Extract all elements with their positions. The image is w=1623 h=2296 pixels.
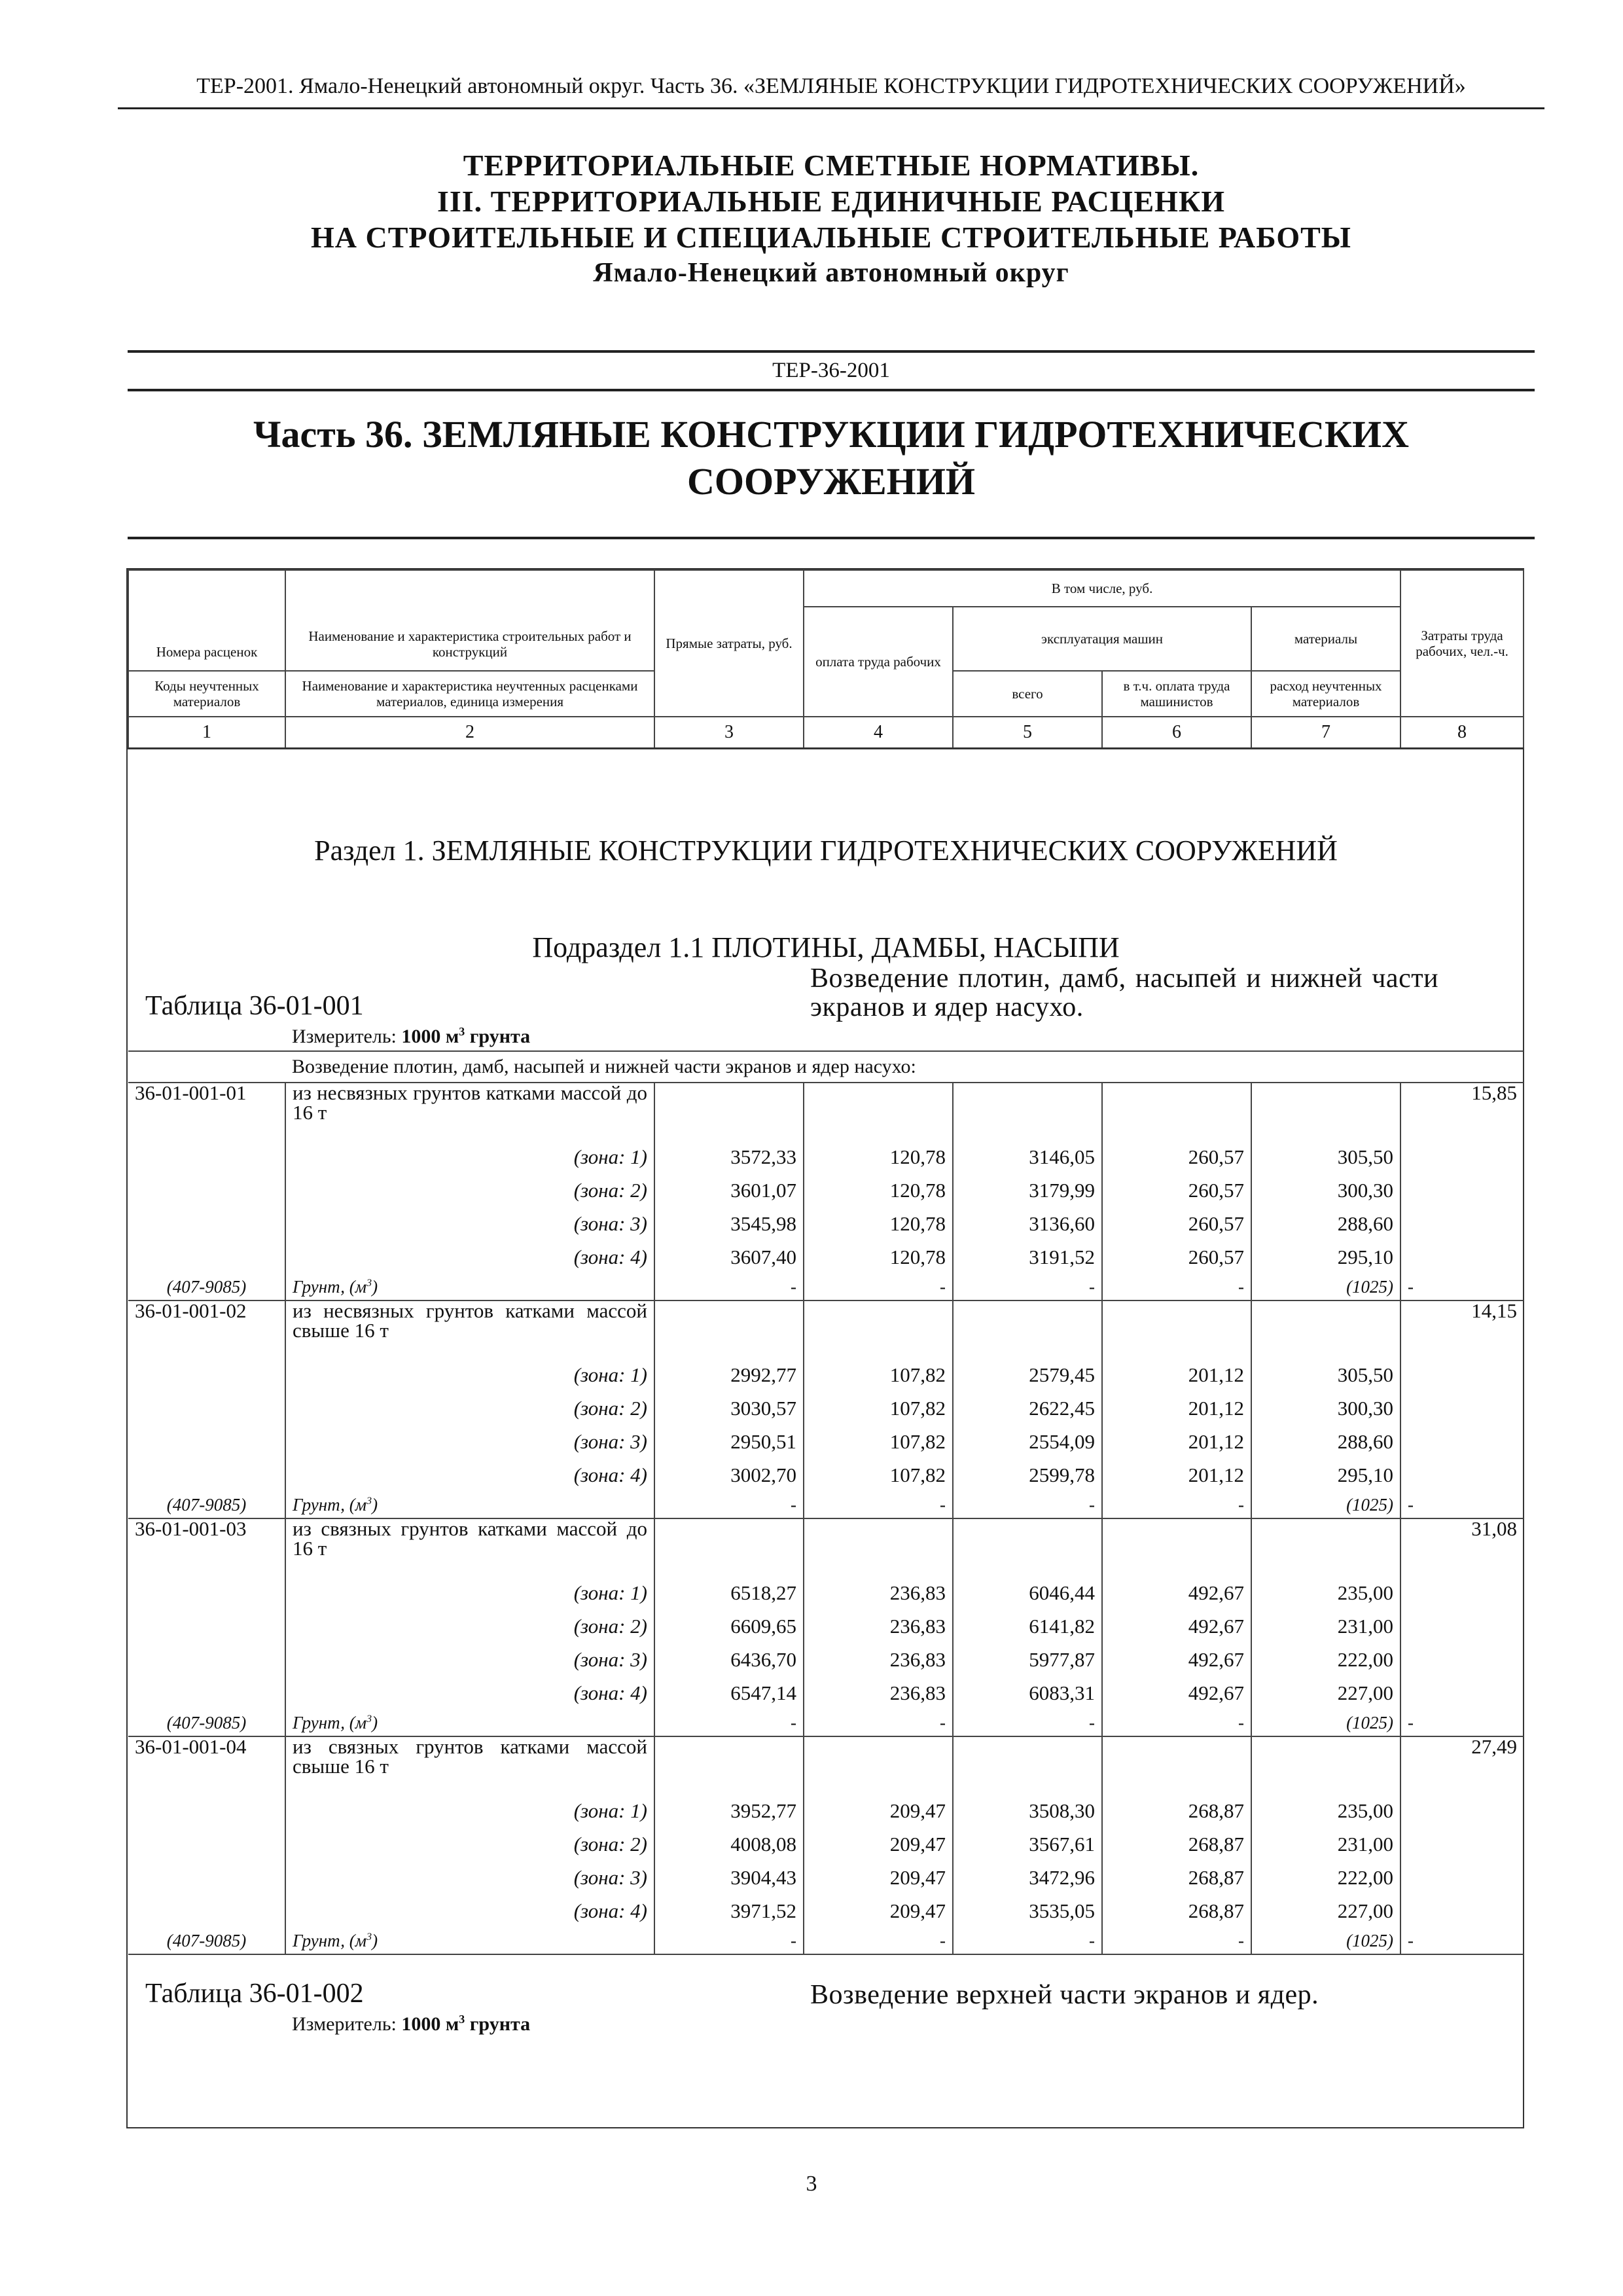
zone-label: (зона: 2) [573, 1614, 647, 1638]
material-name-sup: 3 [366, 1712, 372, 1725]
zone-value: 120,78 [804, 1174, 953, 1207]
zone-value: 3607,40 [654, 1240, 804, 1274]
zone-value: 268,87 [1102, 1894, 1251, 1928]
zone-value: 2950,51 [654, 1425, 804, 1458]
zone-label: (зона: 2) [573, 1832, 647, 1856]
rate-description: из несвязных грунтов катками массой свыше 16 т [293, 1299, 647, 1342]
zone-value: 6141,82 [953, 1609, 1102, 1643]
title-region: Ямало-Ненецкий автономный округ [593, 258, 1069, 288]
column-number: 2 [285, 717, 654, 749]
dash: - [953, 1928, 1102, 1954]
dash: - [654, 1274, 804, 1300]
zone-value: 201,12 [1102, 1358, 1251, 1391]
rate-code: 36-01-001-02 [128, 1300, 285, 1358]
material-name-sup: 3 [366, 1494, 372, 1507]
zone-value: 227,00 [1251, 1676, 1400, 1710]
material-name-tail: ) [372, 1930, 378, 1950]
zone-value: 120,78 [804, 1140, 953, 1174]
page-number: 3 [806, 2172, 817, 2196]
zone-value: 288,60 [1251, 1207, 1400, 1240]
table-2-title: Возведение верхней части экранов и ядер. [810, 1980, 1319, 2010]
header-machines-total: всего [953, 671, 1102, 717]
zone-value: 492,67 [1102, 1609, 1251, 1643]
labor-cost-value: 14,15 [1400, 1300, 1524, 1358]
zone-value: 492,67 [1102, 1643, 1251, 1676]
unit-label: Измеритель: [292, 2013, 397, 2035]
header-rate-numbers: Номера расценок [128, 570, 285, 671]
header-including: В том числе, руб. [804, 570, 1400, 607]
zone-value: 227,00 [1251, 1894, 1400, 1928]
zone-value: 236,83 [804, 1576, 953, 1609]
zone-value: 209,47 [804, 1794, 953, 1827]
dash: - [654, 1492, 804, 1518]
column-number: 3 [654, 717, 804, 749]
zone-value: 305,50 [1251, 1358, 1400, 1391]
subsection-heading: Подраздел 1.1 ПЛОТИНЫ, ДАМБЫ, НАСЫПИ [532, 931, 1120, 963]
column-number: 7 [1251, 717, 1400, 749]
part-title [128, 411, 1535, 505]
part-title-line-1: Часть 36. ЗЕМЛЯНЫЕ КОНСТРУКЦИИ ГИДРОТЕХНИЧЕСКИХ [253, 413, 1410, 456]
title-block [124, 147, 1538, 291]
title-line-1: ТЕРРИТОРИАЛЬНЫЕ СМЕТНЫЕ НОРМАТИВЫ. [463, 149, 1200, 182]
zone-label: (зона: 1) [573, 1581, 647, 1604]
rate-code: 36-01-001-01 [128, 1083, 285, 1140]
material-name-tail: ) [372, 1276, 378, 1297]
zone-value: 3472,96 [953, 1861, 1102, 1894]
material-name-text: Грунт, (м [293, 1494, 367, 1515]
material-code: (407-9085) [128, 1274, 285, 1300]
header-material-codes: Коды неучтенных материалов [128, 671, 285, 717]
header-machine-operation: эксплуатация машин [953, 607, 1251, 671]
zone-value: 231,00 [1251, 1827, 1400, 1861]
zone-value: 3904,43 [654, 1861, 804, 1894]
material-name-tail: ) [372, 1712, 378, 1732]
dash: - [953, 1710, 1102, 1736]
zone-label: (зона: 2) [573, 1178, 647, 1202]
zone-value: 3030,57 [654, 1391, 804, 1425]
material-name-text: Грунт, (м [293, 1276, 367, 1297]
zone-value: 201,12 [1102, 1425, 1251, 1458]
zone-value: 6046,44 [953, 1576, 1102, 1609]
zone-value: 260,57 [1102, 1207, 1251, 1240]
document-code: ТЕР-36-2001 [128, 350, 1535, 391]
title-line-2: III. ТЕРРИТОРИАЛЬНЫЕ ЕДИНИЧНЫЕ РАСЦЕНКИ [437, 185, 1226, 218]
part-title-line-2: СООРУЖЕНИЙ [687, 460, 976, 503]
zone-value: 222,00 [1251, 1861, 1400, 1894]
zone-label: (зона: 3) [573, 1429, 647, 1453]
unit-sup: 3 [459, 1024, 465, 1038]
zone-value: 6547,14 [654, 1676, 804, 1710]
zone-value: 3971,52 [654, 1894, 804, 1928]
zone-value: 2579,45 [953, 1358, 1102, 1391]
material-name-sup: 3 [366, 1930, 372, 1943]
header-materials: материалы [1251, 607, 1400, 671]
zone-label: (зона: 1) [573, 1799, 647, 1822]
material-quantity: (1025) [1251, 1274, 1400, 1300]
material-name-tail: ) [372, 1494, 378, 1515]
section-heading: Раздел 1. ЗЕМЛЯНЫЕ КОНСТРУКЦИИ ГИДРОТЕХНИЧЕСКИХ СООРУЖЕНИЙ [314, 834, 1338, 867]
zone-value: 201,12 [1102, 1391, 1251, 1425]
table-1-title: Возведение плотин, дамб, насыпей и нижней части экранов и ядер насухо. [810, 963, 1439, 1022]
material-quantity: (1025) [1251, 1492, 1400, 1518]
dash: - [1102, 1710, 1251, 1736]
zone-value: 2622,45 [953, 1391, 1102, 1425]
header-material-consumption: расход неучтенных материалов [1251, 671, 1400, 717]
material-code: (407-9085) [128, 1928, 285, 1954]
material-quantity: (1025) [1251, 1928, 1400, 1954]
zone-value: 201,12 [1102, 1458, 1251, 1492]
header-work-name: Наименование и характеристика строительных работ и конструкций [285, 570, 654, 671]
zone-value: 3545,98 [654, 1207, 804, 1240]
zone-value: 2992,77 [654, 1358, 804, 1391]
dash: - [1102, 1928, 1251, 1954]
material-code: (407-9085) [128, 1710, 285, 1736]
unit-tail: грунта [469, 1025, 531, 1047]
zone-value: 305,50 [1251, 1140, 1400, 1174]
zone-value: 300,30 [1251, 1391, 1400, 1425]
zone-value: 3572,33 [654, 1140, 804, 1174]
dash: - [953, 1274, 1102, 1300]
zone-value: 260,57 [1102, 1240, 1251, 1274]
zone-label: (зона: 3) [573, 1865, 647, 1889]
zone-value: 6518,27 [654, 1576, 804, 1609]
rates-table-frame [126, 568, 1524, 2128]
zone-value: 6083,31 [953, 1676, 1102, 1710]
zone-value: 107,82 [804, 1425, 953, 1458]
zone-value: 295,10 [1251, 1458, 1400, 1492]
zone-value: 268,87 [1102, 1827, 1251, 1861]
dash: - [1102, 1492, 1251, 1518]
zone-value: 2554,09 [953, 1425, 1102, 1458]
column-number: 5 [953, 717, 1102, 749]
zone-value: 236,83 [804, 1676, 953, 1710]
column-number: 1 [128, 717, 285, 749]
unit-sup: 3 [459, 2012, 465, 2026]
zone-value: 288,60 [1251, 1425, 1400, 1458]
dash: - [1400, 1274, 1524, 1300]
zone-value: 236,83 [804, 1609, 953, 1643]
zone-value: 236,83 [804, 1643, 953, 1676]
rate-code: 36-01-001-03 [128, 1518, 285, 1576]
unit-value: 1000 м [401, 2013, 459, 2035]
header-direct-costs: Прямые затраты, руб. [654, 570, 804, 717]
column-number: 8 [1400, 717, 1524, 749]
zone-label: (зона: 4) [573, 1463, 647, 1486]
dash: - [953, 1492, 1102, 1518]
zone-value: 260,57 [1102, 1140, 1251, 1174]
zone-value: 4008,08 [654, 1827, 804, 1861]
zone-value: 3146,05 [953, 1140, 1102, 1174]
zone-value: 209,47 [804, 1894, 953, 1928]
zone-value: 107,82 [804, 1458, 953, 1492]
zone-label: (зона: 1) [573, 1145, 647, 1168]
zone-value: 268,87 [1102, 1861, 1251, 1894]
running-header: ТЕР-2001. Ямало-Ненецкий автономный округ. Часть 36. «ЗЕМЛЯНЫЕ КОНСТРУКЦИИ ГИДРОТЕХНИЧЕСКИХ СООРУЖЕНИЙ» [118, 71, 1544, 109]
material-name-text: Грунт, (м [293, 1712, 367, 1732]
rate-items [128, 1083, 1524, 1954]
zone-value: 5977,87 [953, 1643, 1102, 1676]
dash: - [654, 1928, 804, 1954]
zone-value: 3567,61 [953, 1827, 1102, 1861]
unit-tail: грунта [469, 2013, 531, 2035]
zone-label: (зона: 2) [573, 1396, 647, 1420]
part-title-rule [128, 537, 1535, 539]
zone-value: 6436,70 [654, 1643, 804, 1676]
dash: - [654, 1710, 804, 1736]
zone-value: 107,82 [804, 1358, 953, 1391]
zone-value: 2599,78 [953, 1458, 1102, 1492]
dash: - [1400, 1492, 1524, 1518]
rates-table [128, 569, 1524, 2038]
zone-label: (зона: 4) [573, 1681, 647, 1704]
material-code: (407-9085) [128, 1492, 285, 1518]
title-line-3: НА СТРОИТЕЛЬНЫЕ И СПЕЦИАЛЬНЫЕ СТРОИТЕЛЬНЫЕ РАБОТЫ [311, 221, 1351, 254]
zone-value: 235,00 [1251, 1794, 1400, 1827]
header-worker-pay: оплата труда рабочих [804, 607, 953, 717]
material-name [285, 1710, 654, 1736]
rate-code: 36-01-001-04 [128, 1736, 285, 1794]
zone-value: 231,00 [1251, 1609, 1400, 1643]
zone-value: 268,87 [1102, 1794, 1251, 1827]
zone-label: (зона: 3) [573, 1647, 647, 1671]
zone-value: 209,47 [804, 1861, 953, 1894]
table-2-unit [285, 2009, 1524, 2038]
labor-cost-value: 15,85 [1400, 1083, 1524, 1140]
zone-value: 3136,60 [953, 1207, 1102, 1240]
material-name [285, 1492, 654, 1518]
material-name [285, 1928, 654, 1954]
zone-value: 3601,07 [654, 1174, 804, 1207]
zone-value: 3535,05 [953, 1894, 1102, 1928]
zone-label: (зона: 3) [573, 1211, 647, 1235]
header-labor-costs: Затраты труда рабочих, чел.-ч. [1400, 570, 1524, 717]
labor-cost-value: 27,49 [1400, 1736, 1524, 1794]
rate-description: из связных грунтов катками массой свыше 16 т [293, 1735, 647, 1778]
header-material-names: Наименование и характеристика неучтенных расценками материалов, единица измерения [285, 671, 654, 717]
table-1-group-heading: Возведение плотин, дамб, насыпей и нижней части экранов и ядер насухо: [285, 1051, 1524, 1083]
zone-value: 295,10 [1251, 1240, 1400, 1274]
zone-value: 3508,30 [953, 1794, 1102, 1827]
zone-label: (зона: 4) [573, 1245, 647, 1268]
dash: - [1400, 1710, 1524, 1736]
zone-value: 107,82 [804, 1391, 953, 1425]
material-name-text: Грунт, (м [293, 1930, 367, 1950]
header-machinist-pay: в т.ч. оплата труда машинистов [1102, 671, 1251, 717]
table-1-unit [285, 1022, 1524, 1051]
zone-value: 120,78 [804, 1207, 953, 1240]
material-name-sup: 3 [366, 1276, 372, 1289]
dash: - [1400, 1928, 1524, 1954]
zone-value: 120,78 [804, 1240, 953, 1274]
zone-value: 492,67 [1102, 1676, 1251, 1710]
zone-value: 3952,77 [654, 1794, 804, 1827]
column-number: 6 [1102, 717, 1251, 749]
zone-value: 6609,65 [654, 1609, 804, 1643]
dash: - [1102, 1274, 1251, 1300]
material-name [285, 1274, 654, 1300]
zone-value: 3191,52 [953, 1240, 1102, 1274]
table-1-id: Таблица 36-01-001 [145, 991, 364, 1021]
zone-value: 209,47 [804, 1827, 953, 1861]
rate-description: из связных грунтов катками массой до 16 т [293, 1517, 647, 1560]
unit-value: 1000 м [401, 1025, 459, 1047]
dash: - [804, 1274, 953, 1300]
zone-value: 492,67 [1102, 1576, 1251, 1609]
zone-label: (зона: 1) [573, 1363, 647, 1386]
zone-value: 3179,99 [953, 1174, 1102, 1207]
zone-value: 3002,70 [654, 1458, 804, 1492]
labor-cost-value: 31,08 [1400, 1518, 1524, 1576]
dash: - [804, 1928, 953, 1954]
zone-value: 300,30 [1251, 1174, 1400, 1207]
column-number: 4 [804, 717, 953, 749]
material-quantity: (1025) [1251, 1710, 1400, 1736]
zone-value: 235,00 [1251, 1576, 1400, 1609]
zone-value: 260,57 [1102, 1174, 1251, 1207]
dash: - [804, 1492, 953, 1518]
table-2-id: Таблица 36-01-002 [145, 1979, 364, 2009]
dash: - [804, 1710, 953, 1736]
rate-description: из несвязных грунтов катками массой до 16 т [293, 1081, 647, 1124]
zone-value: 222,00 [1251, 1643, 1400, 1676]
unit-label: Измеритель: [292, 1025, 397, 1047]
zone-label: (зона: 4) [573, 1899, 647, 1922]
